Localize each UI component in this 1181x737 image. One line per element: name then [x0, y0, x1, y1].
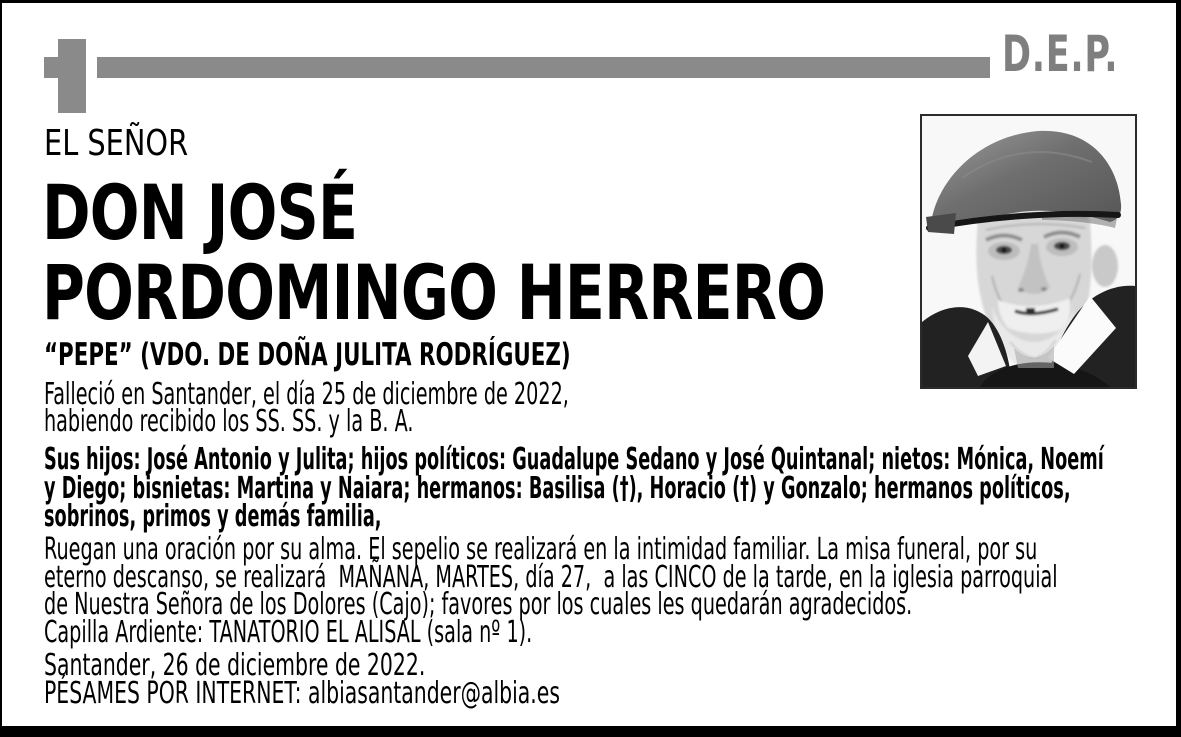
funeral-paragraph	[44, 532, 1058, 650]
family-line: sobrinos, primos y demás familia,	[44, 499, 382, 534]
footer-block	[44, 648, 560, 711]
bottom-rule	[2, 726, 1176, 737]
header-rule	[97, 57, 990, 78]
death-notice	[44, 377, 569, 439]
portrait-photo	[920, 114, 1137, 389]
family-paragraph	[44, 442, 1104, 534]
family-line: y Diego; bisnietas: Martina y Naiara; hermanos: Basilisa (†), Horacio (†) y Gonzalo; hermanos políticos,	[44, 470, 1071, 506]
deceased-name	[42, 168, 826, 337]
funeral-line: Capilla Ardiente: TANATORIO EL ALISAL (sala nº 1).	[44, 614, 533, 650]
funeral-line: eterno descanso, se realizará MAÑANA, MARTES, día 27, a las CINCO de la tarde, en la iglesia parroquial	[44, 559, 1058, 595]
dep-label: D.E.P.	[1002, 25, 1119, 83]
honorific: EL SEÑOR	[44, 123, 189, 164]
death-notice-line: habiendo recibido los SS. SS. y la B. A.	[44, 404, 414, 439]
death-notice-line: Falleció en Santander, el día 25 de diciembre de 2022,	[44, 377, 569, 412]
family-line: Sus hijos: José Antonio y Julita; hijos políticos: Guadalupe Sedano y José Quintanal; nietos: Mónica, Noemí	[44, 442, 1104, 477]
deceased-name-line-1: DON JOSÉ	[42, 168, 358, 257]
alias-line: “PEPE” (VDO. DE DOÑA JULITA RODRÍGUEZ)	[44, 337, 571, 373]
funeral-line: Ruegan una oración por su alma. El sepelio se realizará en la intimidad familiar. La misa funeral, por su	[44, 532, 1038, 567]
funeral-line: de Nuestra Señora de los Dolores (Cajo); favores por los cuales les quedarán agradecidos.	[44, 587, 913, 622]
deceased-name-line-2: PORDOMINGO HERRERO	[42, 248, 826, 337]
condolences-line: PÉSAMES POR INTERNET: albiasantander@albia.es	[44, 676, 560, 711]
dateline: Santander, 26 de diciembre de 2022.	[44, 648, 426, 683]
